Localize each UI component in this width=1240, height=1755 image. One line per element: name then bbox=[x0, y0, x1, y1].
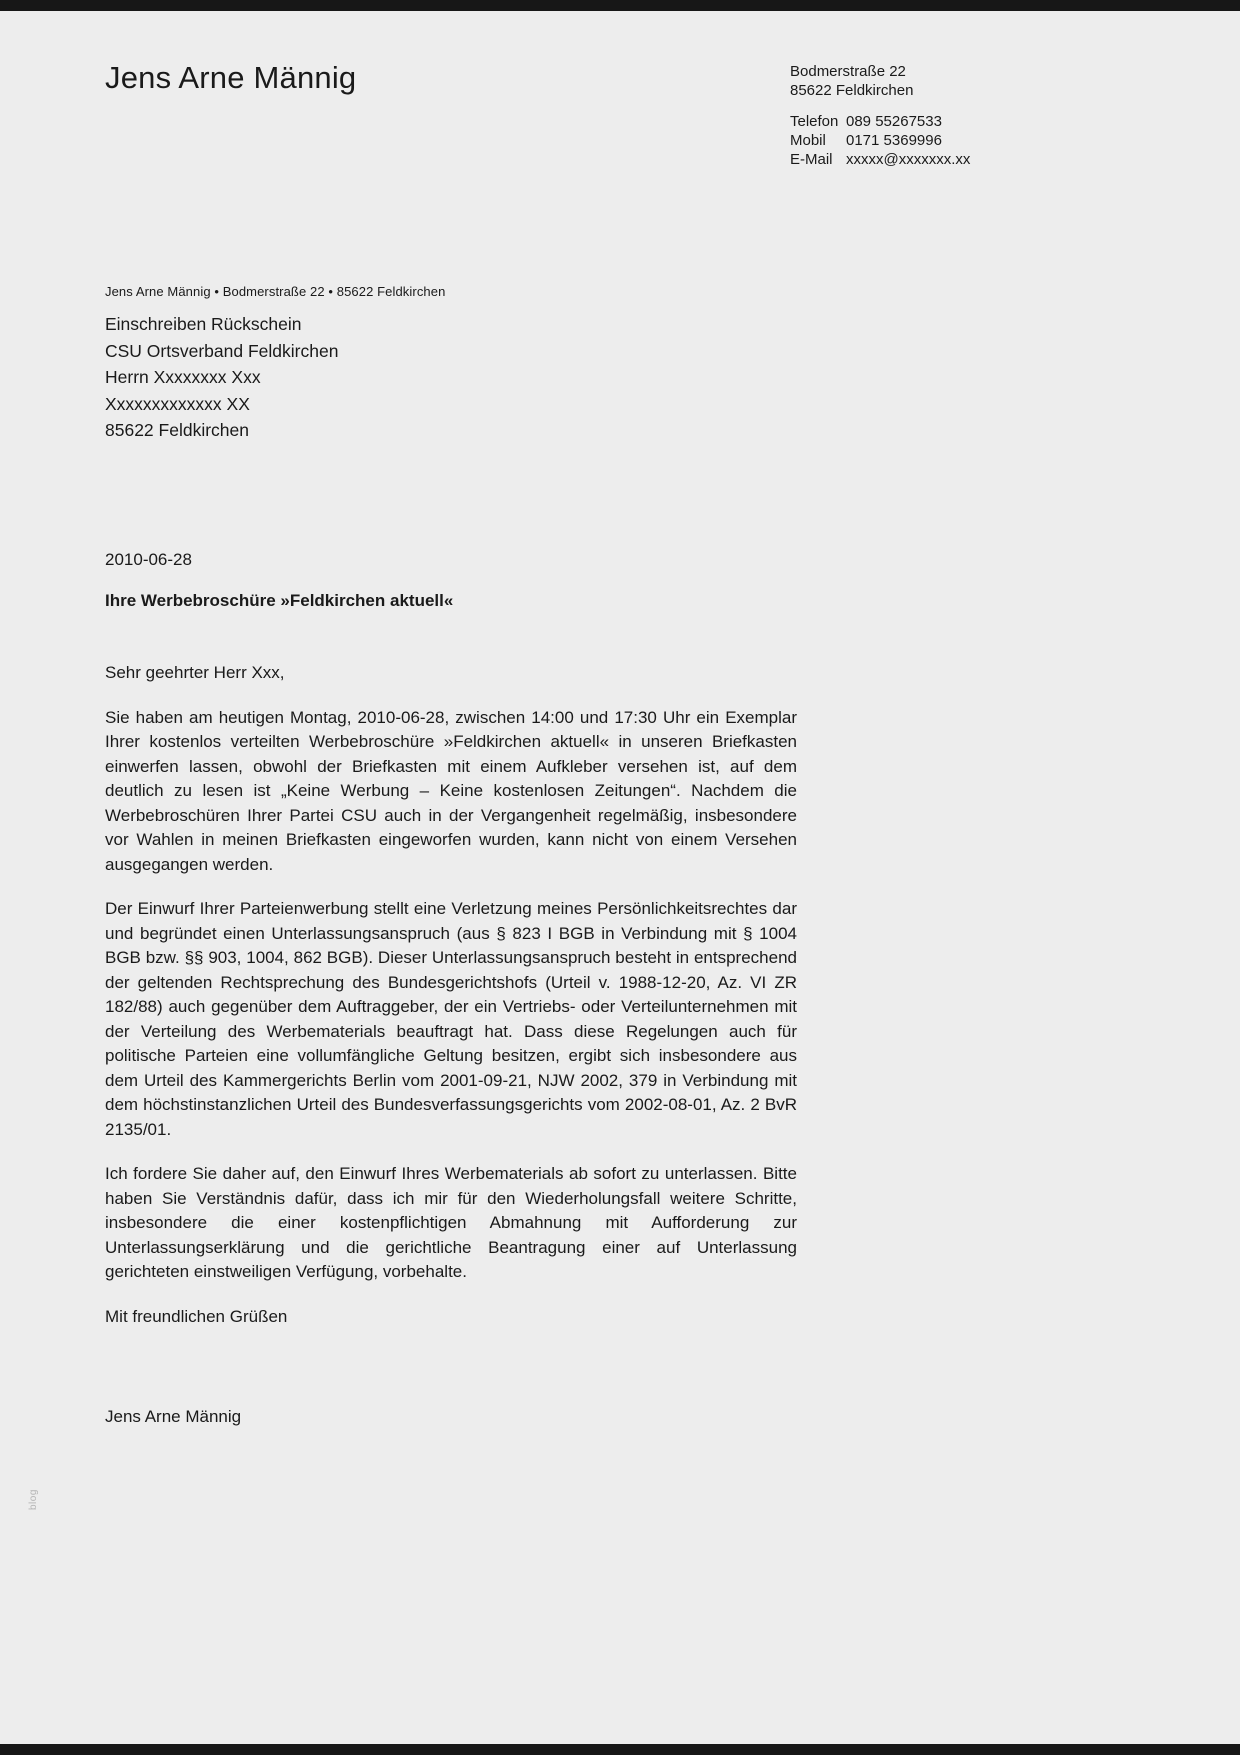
letter-salutation: Sehr geehrter Herr Xxx, bbox=[105, 663, 285, 682]
letter-paragraph: Ich fordere Sie daher auf, den Einwurf Ihres Werbematerials ab sofort zu unterlassen. Bitte haben Sie Verständnis dafür, dass ich mir für den Wiederholungsfall weitere Schritte, insbesondere die einer kostenpflichtigen Abmahnung mit Aufforderung zur Unterlassungserklärung und die gerichtliche Beantragung einer auf Unterlassung gerichteten einstweiligen Verfügung, vorbehalte. bbox=[105, 1164, 797, 1281]
page-top-border bbox=[0, 0, 1240, 11]
contact-row-telefon bbox=[790, 112, 970, 131]
letter-paragraph: Sie haben am heutigen Montag, 2010-06-28, zwischen 14:00 und 17:30 Uhr ein Exemplar Ihrer kostenlos verteilten Werbebroschüre »Feldkirchen aktuell« in unseren Briefkasten einwerfen lassen, obwohl der Briefkasten mit einem Aufkleber versehen ist, auf dem deutlich zu lesen ist „Keine Werbung – Keine kostenlosen Zeitungen“. Nachdem die Werbebroschüren Ihrer Partei CSU auch in der Vergangenheit regelmäßig, insbesondere vor Wahlen in meinen Briefkasten eingeworfen wurden, kann nicht von einem Versehen ausgegangen werden. bbox=[105, 707, 797, 874]
contact-label: E-Mail bbox=[790, 151, 833, 168]
contact-label: Telefon bbox=[790, 113, 839, 130]
letter-paragraph: Der Einwurf Ihrer Parteienwerbung stellt eine Verletzung meines Persönlichkeitsrechtes dar und begründet einen Unterlassungsanspruch (aus § 823 I BGB in Verbindung mit § 1004 BGB bzw. §§ 903, 1004, 862 BGB). Dieser Unterlassungsanspruch besteht in entsprechend der geltenden Rechtsprechung des Bundesgerichtshofs (Urteil v. 1988-12-20, Az. VI ZR 182/88) auch gegenüber dem Auftraggeber, der ein Vertriebs- oder Verteilunternehmen mit der Verteilung des Werbematerials beauftragt hat. Dass diese Regelungen auch für politische Parteien eine vollumfängliche Geltung besitzen, ergibt sich insbesondere aus dem Urteil des Kammergerichts Berlin vom 2001-09-21, NJW 2002, 379 in Verbindung mit dem höchstinstanzlichen Urteil des Bundesverfassungsgerichts vom 2002-08-01, Az. 2 BvR 2135/01. bbox=[105, 899, 797, 1139]
contact-value: 089 55267533 bbox=[846, 113, 942, 130]
contact-value: xxxxx@xxxxxxx.xx bbox=[846, 151, 971, 168]
contact-row-mobil bbox=[790, 131, 970, 150]
recipient-line-organization: CSU Ortsverband Feldkirchen bbox=[105, 340, 339, 361]
recipient-line-city: 85622 Feldkirchen bbox=[105, 420, 249, 440]
window-envelope-sender-line: Jens Arne Männig • Bodmerstraße 22 • 85622 Feldkirchen bbox=[105, 284, 446, 299]
letterhead-address-line: 85622 Feldkirchen bbox=[790, 82, 914, 99]
recipient-line-person: Herrn Xxxxxxxx Xxx bbox=[105, 367, 261, 387]
contact-label: Mobil bbox=[790, 132, 826, 149]
letter-closing: Mit freundlichen Grüßen bbox=[105, 1306, 288, 1326]
recipient-line-delivery-type: Einschreiben Rückschein bbox=[105, 314, 302, 334]
letter-body bbox=[105, 548, 797, 1430]
letterhead-name: Jens Arne Männig bbox=[105, 60, 357, 95]
letter-subject: Ihre Werbebroschüre »Feldkirchen aktuell« bbox=[105, 590, 454, 610]
recipient-address-block bbox=[105, 311, 338, 444]
letter-date: 2010-06-28 bbox=[105, 550, 192, 569]
page-bottom-border bbox=[0, 1744, 1240, 1755]
contact-row-email bbox=[790, 150, 970, 169]
blog-watermark: blog bbox=[28, 1489, 39, 1510]
letterhead-address bbox=[790, 62, 970, 100]
letterhead-contact-block bbox=[790, 62, 970, 169]
recipient-line-street: Xxxxxxxxxxxxx XX bbox=[105, 393, 250, 414]
contact-value: 0171 5369996 bbox=[846, 132, 942, 149]
letterhead-address-line: Bodmerstraße 22 bbox=[790, 63, 906, 80]
letter-signature: Jens Arne Männig bbox=[105, 1407, 242, 1426]
